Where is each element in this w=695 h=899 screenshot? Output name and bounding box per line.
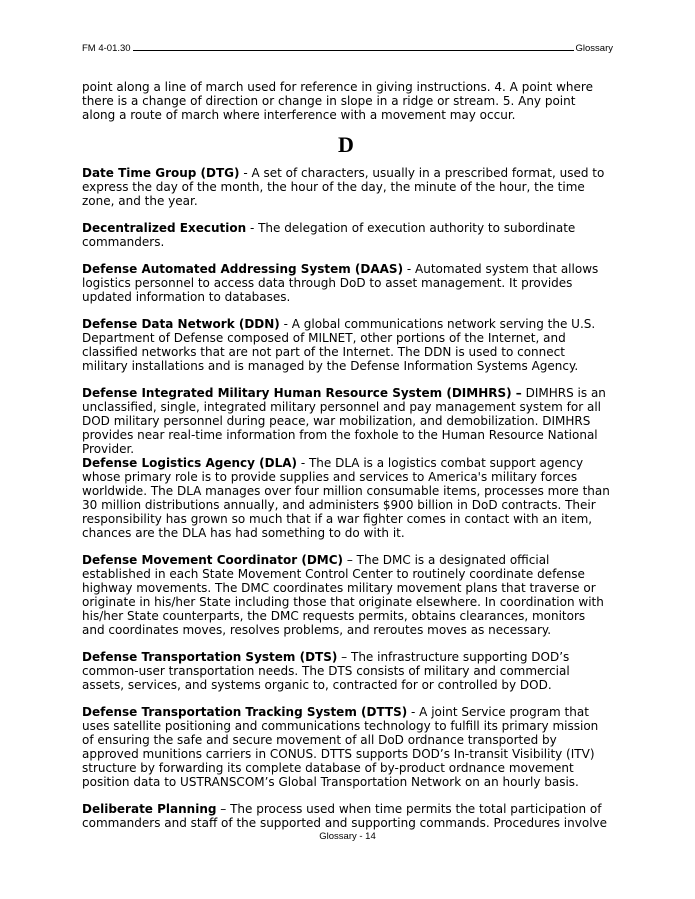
glossary-term: Decentralized Execution (82, 221, 247, 235)
glossary-definition: – The process used when time permits the total participation of commanders and staff of the supported and supporting commands. Procedures involve (82, 802, 608, 830)
continued-definition: point along a line of march used for reference in giving instructions. 4. A point where there is a change of direction or change in slope in a ridge or stream. 5. Any point along a route of march where interference with a movement may occur. (82, 80, 593, 122)
page-header (82, 40, 613, 54)
glossary-definition: - A global communications network serving the U.S. Department of Defense composed of MILNET, other portions of the Internet, and classified networks that are not part of the Internet. The DDN is used to connect military installations and is managed by the Defense Information Systems Agency. (82, 317, 596, 373)
glossary-definition: – The infrastructure supporting DOD’s common-user transportation needs. The DTS consists of military and commercial assets, services, and systems organic to, contracted for or controlled by DOD. (82, 650, 570, 692)
glossary-definition: - A joint Service program that uses satellite positioning and communications technology to fulfill its primary mission of ensuring the safe and secure movement of all DoD ordnance transported by approved munitions carriers in CONUS. DTTS supports DOD’s In-transit Visibility (ITV) structure by forwarding its complete database of by-product ordnance movement position data to USTRANSCOM’s Global Transportation Network on an hourly basis. (82, 705, 599, 789)
page-footer (0, 831, 695, 842)
glossary-term: Defense Integrated Military Human Resource System (DIMHRS) – (82, 386, 522, 400)
glossary-entry-daas (82, 262, 611, 304)
glossary-term: Defense Movement Coordinator (DMC) (82, 553, 344, 567)
header-rule (133, 50, 574, 51)
glossary-definition: - A set of characters, usually in a prescribed format, used to express the day of the month, the hour of the day, the minute of the hour, the time zone, and the year. (82, 166, 605, 208)
glossary-entry-deliberate-planning (82, 802, 611, 830)
glossary-entry-dmc (82, 553, 611, 637)
glossary-entry-decentralized-execution (82, 221, 611, 249)
glossary-definition: – The DMC is a designated official established in each State Movement Control Center to routinely coordinate defense highway movements. The DMC coordinates military movement plans that traverse or originate in his/her State including those that originate elsewhere. In coordination with his/her State counterparts, the DMC requests permits, obtains clearances, monitors and coordinates moves, resolves problems, and reroutes moves as necessary. (82, 553, 604, 637)
glossary-entry-dtg (82, 166, 611, 208)
glossary-term: Defense Automated Addressing System (DAAS) (82, 262, 404, 276)
glossary-term: Date Time Group (DTG) (82, 166, 240, 180)
glossary-definition: - The DLA is a logistics combat support agency whose primary role is to provide supplies and services to America's military forces worldwide. The DLA manages over four million consumable items, processes more than 30 million distributions annually, and administers $900 billion in DoD contracts. Their responsibility has grown so much that if a war fighter comes in contact with an item, chances are the DLA has had something to do with it. (82, 456, 610, 540)
header-section-title: Glossary (575, 43, 613, 54)
glossary-entry-dla (82, 456, 611, 540)
glossary-term: Defense Transportation Tracking System (DTTS) (82, 705, 408, 719)
section-letter-heading: D (338, 132, 355, 157)
glossary-definition: DIMHRS is an unclassified, single, integrated military personnel and pay management system for all DOD military personnel during peace, war mobilization, and demobilization. DIMHRS provides near real-time information from the foxhole to the Human Resource National Provider. (82, 386, 606, 456)
glossary-term: Deliberate Planning (82, 802, 217, 816)
glossary-content (82, 80, 611, 830)
glossary-definition: - The delegation of execution authority to subordinate commanders. (82, 221, 576, 249)
glossary-term: Defense Logistics Agency (DLA) (82, 456, 298, 470)
header-document-id: FM 4-01.30 (82, 43, 131, 54)
glossary-entry-dtts (82, 705, 611, 789)
glossary-entry-dimhrs (82, 386, 611, 456)
glossary-term: Defense Data Network (DDN) (82, 317, 280, 331)
page-number: Glossary - 14 (319, 831, 376, 842)
glossary-entry-dts (82, 650, 611, 692)
glossary-definition: - Automated system that allows logistics personnel to access data through DoD to asset management. It provides updated information to databases. (82, 262, 599, 304)
glossary-term: Defense Transportation System (DTS) (82, 650, 338, 664)
glossary-entry-ddn (82, 317, 611, 373)
